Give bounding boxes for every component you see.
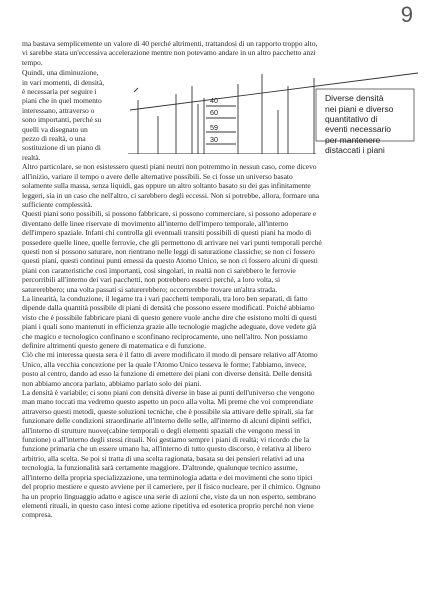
text-line: percorribili all'interno dei vari pacchetti, non potrebbero esserci perché, a loro volta, si [22,275,281,285]
text-line: funzione) o all'interno degli stessi rituali. Noi gestiamo sempre i piani di realtà; vi ricordo che la [22,435,310,445]
text-line: non abbiamo ancora parlato, abbiamo parlato solo dei piani. [22,378,202,388]
text-line: diventano delle linee riservate di movimento all'interno dell'impero temporale, all'interno [22,218,289,228]
caption-line: distaccati i piani [325,145,385,156]
text-line: Altro particolare, se non esistessero questi piani neutri non potremmo in nessun caso, come dicevo [22,162,317,172]
text-line: posto al centro, dando ad esso la funzione di emettere dei piani con diverse densità. Delle densità [22,369,312,379]
text-line: all'interno della propria specializzazione, una terminologia adatta e dei movimenti che sono tipici [22,472,313,482]
side-paragraph [22,68,128,162]
density-label: 30 [210,135,218,145]
text-line: all'inizio, variare il tempo o avere delle alternative possibili. Se ci fosse un universo basato [22,171,293,181]
text-line: solamente sulla massa, senza liquidi, gas oppure un altro soltanto basato su dei gas infinitamente [22,181,311,191]
main-paragraphs [22,162,418,519]
text-line: Quindi, una diminuzione, [22,68,99,78]
text-line: in vari momenti, di densità, [22,77,105,87]
density-label: 60 [210,108,218,118]
text-line: pezzo di realtà, o una [22,134,86,144]
text-line: man mano toccati ma vedremo questo aspetto un poco alla volta. Mi preme che voi comprendiate [22,397,314,407]
text-line: sono importanti, perché su [22,115,102,125]
text-line: tecnologia, la funzionalità sarà certamente maggiore. D'altronde, qualunque tecnico assume, [22,463,298,473]
caption-line: Diverse densità [325,93,384,104]
caption-line: quantitativo di [325,114,378,125]
density-diagram [128,70,418,154]
text-line: compresa. [22,510,53,520]
text-line: Ciò che mi interessa questa sera è il fatto di avere modificato il modo di pensare relativo all'Atomo [22,350,318,360]
text-line: Unico, alla vecchia concezione per la quale l'Atomo Unico tesseva le forme; l'abbiamo, invece, [22,359,307,369]
text-line: ma bastava semplicemente un valore di 40 perché altrimenti, trattandosi di un rapporto troppo alto, [22,39,318,48]
text-line: leggeri, sia in un caso che nell'altro, ci sarebbero degli eccessi. Non si potrebbe, allora, formare una [22,190,320,200]
text-line: attraverso questi metodi, queste soluzioni tecniche, che è possibile sia attivare delle spirali, sia far [22,406,314,416]
text-line: funzione primaria che un essere umano ha, all'interno di tutto questo discorso, è relativa al libero [22,444,311,454]
text-line: che magico e tecnologico confinano e sconfinano reciprocamente, uno nell'altro. Non possiamo [22,331,308,341]
figure-block [22,68,418,162]
text-line: elementi rituali, in questo caso intesi come azione ripetitiva ed esoterica proprio perché non viene [22,500,314,510]
text-line: saturerebbero; una volta passati si saturerebbero; occorrerebbe trovare un'altra strada. [22,284,278,294]
text-line: del proprio mestiere e questo avviene per il cameriere, per il fisico nucleare, per il chimico. Ognuno [22,482,321,492]
caption-line: eventi necessario [325,124,392,135]
diagram-caption [325,93,409,155]
text-line: arbitrio, alla scelta. Se poi si tratta di una scelta ragionata, basata su dei pensieri relativi ad una [22,453,305,463]
caption-line: nei piani e diverso [325,103,394,114]
text-line: piani con caratteristiche così importanti, così singolari, in realtà non ci sarebbero le ferrovie [22,265,296,275]
text-line: La linearità, la conduzione, il legame tra i vari pacchetti temporali, tra loro ben separati, di fatto [22,293,308,303]
text-line: Questi piani sono possibili, si possono fabbricare, si possono commerciare, si possono adoperare e [22,209,317,219]
diagonal-tail [134,88,138,92]
intro-paragraph [22,39,418,67]
text-line: è necessaria per seguire i [22,87,97,97]
text-line: tempo. [22,57,43,67]
text-line: visto che è possibile fabbricare piani di questo genere vuole anche dire che esistono molti di questi [22,312,317,322]
text-line: all'interno di strutture nuove(cabine temporali o degli elementi spaziali che vengono messi in [22,425,300,435]
text-line: questi piani, questi continui punti emessi da questo Atomo Unico, se non ci fossero alcuni di questi [22,256,318,266]
page-number: 9 [400,2,413,27]
text-line: questi non si possono saturare, non rientrano nelle leggi di saturazione classiche; se non ci fossero [22,246,315,256]
caption-line: per mantenere [325,134,381,145]
document-body [22,39,418,520]
density-label: 59 [210,123,218,133]
text-line: quelli va disegnato un [22,124,88,134]
text-line: realtà. [22,152,41,162]
text-line: sostituzione di un piano di [22,143,101,153]
text-line: piani che in quel momento [22,96,102,106]
text-line: dipende dalla quantità possibile di piani di densità che possono essere modificati. Poiché abbiamo [22,303,315,313]
text-line: interessano, attraverso o [22,105,95,115]
text-line: La densità è variabile; ci sono piani con densità diverse in base ai punti dell'universo che vengono [22,388,315,398]
text-line: funzionare delle condizioni straordinarie all'interno delle selle, all'interno di alcuni dipinti selfici, [22,416,312,426]
text-line: vi sarebbe stata un'eccessiva accelerazione mentre non potevamo andare in un altro pacchetto anzi [22,48,316,58]
text-line: sufficiente complessità. [22,199,93,209]
text-line: piani i quali sono mantenuti in efficienza grazie alle tecnologie magiche adeguate, dove vedete già [22,322,317,332]
text-line: ha un proprio linguaggio adatto e agisce una serie di azioni che, viste da un non esperto, sembrano [22,491,316,501]
text-line: possedere quelle linee, quelle ferrovie, che gli permettono di arrivare nei vari punti temporali perché [22,237,322,247]
density-label: 40 [210,96,218,106]
text-line: dell'impero spaziale. Infatti chi controlla gli eventuali transiti possibili di questi piani ha modo di [22,228,312,238]
text-line: definire altrimenti questo genere di matematica e di funzione. [22,341,206,350]
